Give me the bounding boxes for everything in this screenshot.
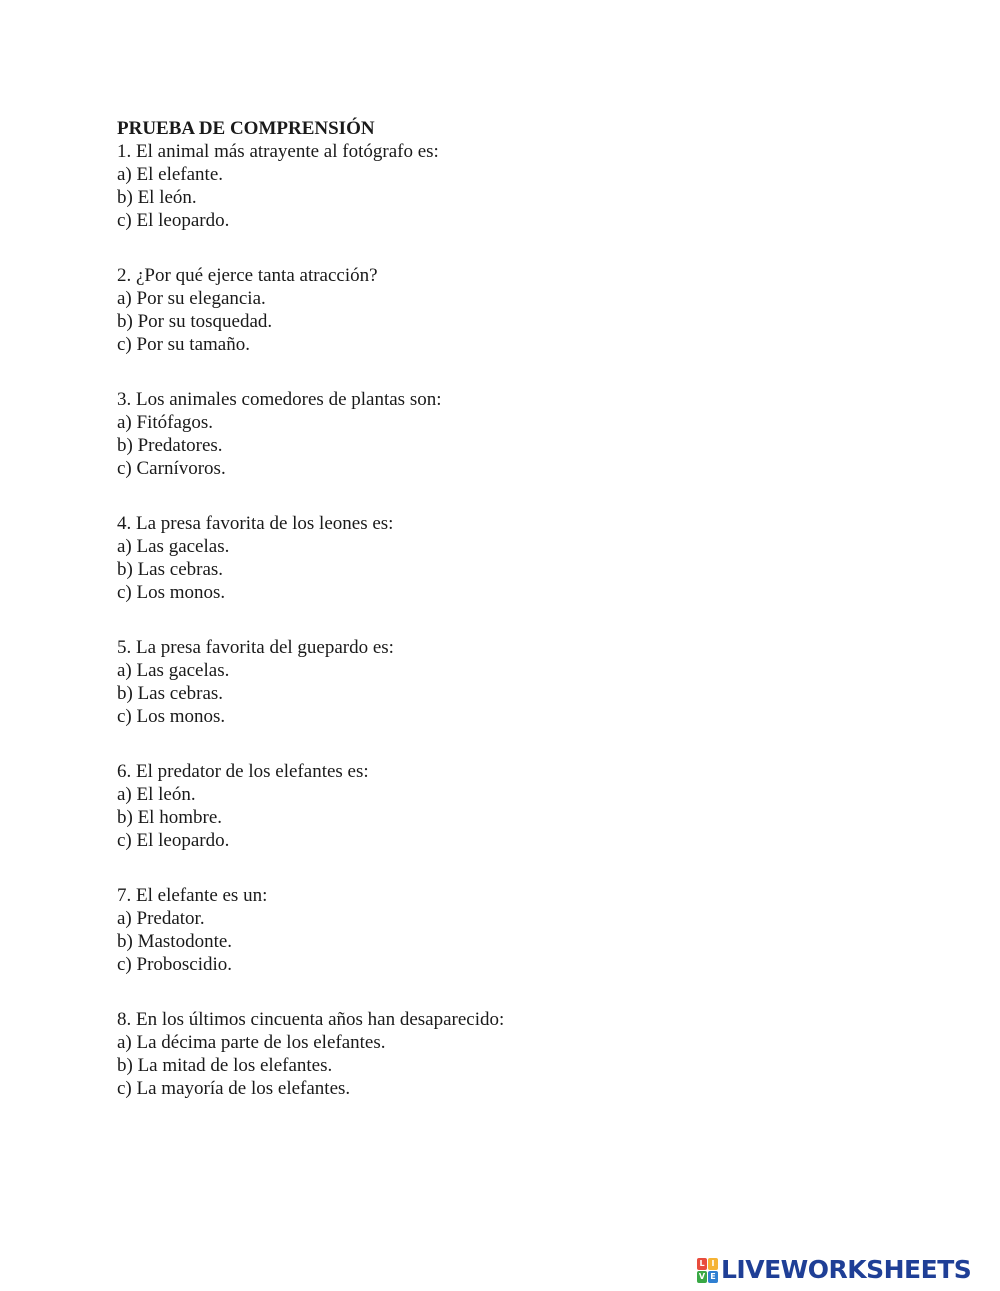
question-1	[117, 140, 937, 232]
answer-option-a: a) El elefante.	[117, 164, 224, 185]
question-text: 5. La presa favorita del guepardo es:	[117, 637, 394, 658]
answer-option-b: b) El león.	[117, 187, 197, 208]
answer-option-b: b) El hombre.	[117, 807, 223, 828]
question-text: 3. Los animales comedores de plantas son:	[117, 389, 442, 410]
logo-text: LIVEWORKSHEETS	[721, 1255, 972, 1284]
answer-option-b: b) Las cebras.	[117, 559, 224, 580]
answer-option-a: a) El león.	[117, 784, 196, 805]
answer-option-c: c) Los monos.	[117, 706, 226, 727]
question-text: 7. El elefante es un:	[117, 885, 268, 906]
question-3	[117, 388, 937, 480]
question-5	[117, 636, 937, 728]
answer-option-c: c) Carnívoros.	[117, 458, 226, 479]
answer-option-b: b) Mastodonte.	[117, 931, 233, 952]
answer-option-a: a) La décima parte de los elefantes.	[117, 1032, 386, 1053]
answer-option-a: a) Las gacelas.	[117, 536, 230, 557]
logo-mark-letter: L	[697, 1258, 707, 1270]
page-title: PRUEBA DE COMPRENSIÓN	[117, 118, 375, 139]
answer-option-c: c) El leopardo.	[117, 210, 230, 231]
answer-option-b: b) Por su tosquedad.	[117, 311, 273, 332]
answer-option-b: b) La mitad de los elefantes.	[117, 1055, 333, 1076]
question-7	[117, 884, 937, 976]
answer-option-a: a) Fitófagos.	[117, 412, 214, 433]
answer-option-c: c) Por su tamaño.	[117, 334, 250, 355]
answer-option-c: c) El leopardo.	[117, 830, 230, 851]
answer-option-c: c) Proboscidio.	[117, 954, 233, 975]
question-text: 6. El predator de los elefantes es:	[117, 761, 369, 782]
question-6	[117, 760, 937, 852]
answer-option-a: a) Por su elegancia.	[117, 288, 266, 309]
answer-option-b: b) Las cebras.	[117, 683, 224, 704]
question-text: 2. ¿Por qué ejerce tanta atracción?	[117, 265, 378, 286]
question-text: 4. La presa favorita de los leones es:	[117, 513, 394, 534]
question-text: 8. En los últimos cincuenta años han desaparecido:	[117, 1009, 505, 1030]
question-2	[117, 264, 937, 356]
answer-option-c: c) La mayoría de los elefantes.	[117, 1078, 351, 1099]
answer-option-b: b) Predatores.	[117, 435, 223, 456]
question-text: 1. El animal más atrayente al fotógrafo es:	[117, 141, 439, 162]
logo-mark-icon	[697, 1258, 718, 1283]
logo-mark-letter: I	[708, 1258, 718, 1270]
answer-option-a: a) Predator.	[117, 908, 205, 929]
logo-mark-letter: V	[698, 1271, 706, 1281]
logo-mark-letter: E	[708, 1271, 718, 1283]
question-8	[117, 1008, 937, 1100]
answer-option-a: a) Las gacelas.	[117, 660, 230, 681]
question-4	[117, 512, 937, 604]
worksheet-page	[117, 117, 937, 1132]
liveworksheets-logo	[697, 1256, 971, 1284]
answer-option-c: c) Los monos.	[117, 582, 226, 603]
